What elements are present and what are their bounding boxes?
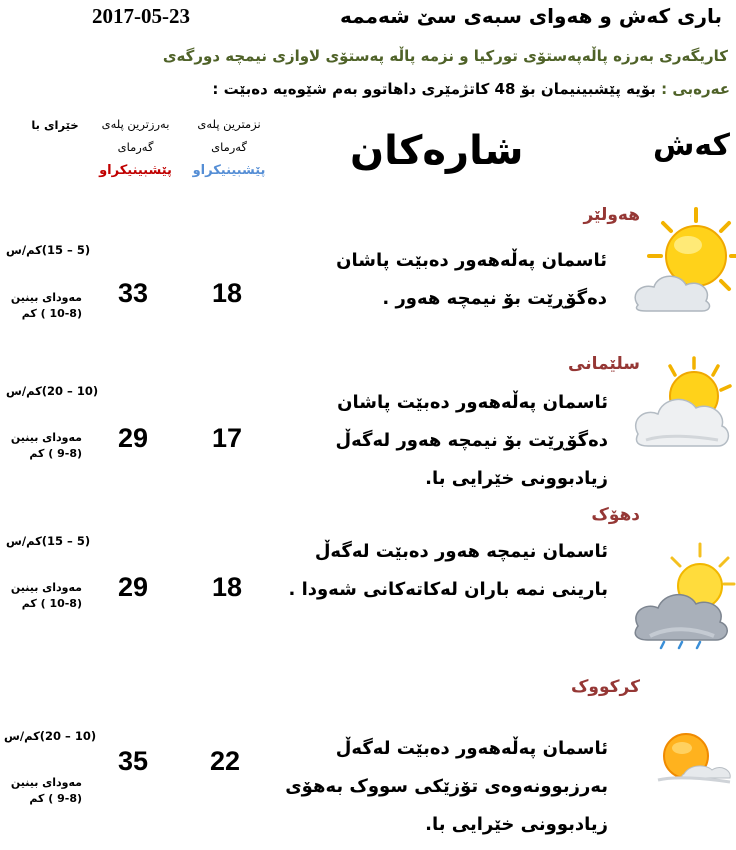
forecast-note-text: بۆیە پێشبینیمان بۆ 48 کاتژمێری داهاتوو بەم شێوەیە دەبێت : — [212, 80, 656, 98]
min-temp: 18 — [212, 572, 243, 602]
max-temp: 29 — [118, 572, 149, 602]
sun-behind-cloud-icon — [632, 205, 736, 313]
wind-speed: (5 – 15)کم/س — [6, 534, 91, 548]
max-temp: 35 — [118, 746, 149, 776]
visibility-value: (10-8 ) کم — [21, 307, 82, 320]
city-name: سلێمانی — [568, 354, 640, 374]
column-header-max-sub: پێشبینیکراو — [99, 163, 172, 178]
column-header-max-line2: گەرمای — [117, 140, 154, 154]
visibility-value: (9-8 ) کم — [29, 447, 82, 460]
sun-with-haze-icon — [654, 728, 734, 788]
visibility-label: مەودای بینین — [10, 431, 82, 444]
visibility-value: (10-8 ) کم — [21, 597, 82, 610]
visibility-label: مەودای بینین — [10, 776, 82, 789]
city-name: دهۆک — [591, 505, 640, 525]
sun-behind-cloud-icon — [630, 540, 736, 650]
max-temp: 33 — [118, 278, 149, 308]
forecast-note — [212, 80, 730, 98]
column-header-max-line1: بەرزترین پلەی — [101, 117, 170, 131]
column-header-cities: شارەکان — [350, 128, 524, 174]
weather-factors: کاریگەری بەرزە پاڵەپەستۆی تورکیا و نزمە پاڵە پەستۆی لاوازی نیمچە دورگەی — [162, 47, 728, 65]
column-header-weather: کەش — [652, 128, 730, 163]
forecast-date: 2017-05-23 — [92, 4, 190, 28]
weather-description: ئاسمان نیمچە هەور دەبێت لەگەڵ بارینی نمە باران لەکاتەکانی شەودا . — [288, 541, 608, 600]
weather-description: ئاسمان پەڵەهەور دەبێت پاشان دەگۆڕێت بۆ نیمچە هەور . — [336, 250, 607, 309]
column-header-max-temp — [88, 113, 183, 182]
visibility — [4, 430, 82, 462]
visibility — [4, 775, 82, 807]
sun-behind-cloud-icon — [634, 354, 736, 454]
city-name: کرکووک — [571, 677, 640, 697]
visibility — [4, 290, 82, 322]
visibility-label: مەودای بینین — [10, 291, 82, 304]
page-title: باری کەش و هەوای سبەی سێ شەممە — [340, 4, 722, 28]
forecast-note-label: عەرەبی : — [661, 80, 730, 98]
column-header-min-line1: نزمترین پلەی — [197, 117, 261, 131]
min-temp: 22 — [210, 746, 241, 776]
visibility-label: مەودای بینین — [10, 581, 82, 594]
column-header-min-line2: گەرمای — [211, 140, 247, 154]
column-header-min-temp — [188, 113, 270, 182]
min-temp: 17 — [212, 423, 243, 453]
min-temp: 18 — [212, 278, 243, 308]
wind-speed: (10 – 20)کم/س — [6, 384, 99, 398]
column-header-min-sub: پێشبینیکراو — [192, 163, 266, 178]
weather-description: ئاسمان پەڵەهەور دەبێت پاشان دەگۆڕێت بۆ نیمچە هەور لەگەڵ زیادبوونی خێرایی با. — [335, 392, 608, 489]
weather-description: ئاسمان پەڵەهەور دەبێت لەگەڵ بەرزبوونەوەی تۆزێکی سووک بەهۆی زیادبوونی خێرایی با. — [285, 738, 608, 835]
city-name: هەولێر — [583, 205, 640, 225]
visibility-value: (9-8 ) کم — [29, 792, 82, 805]
max-temp: 29 — [118, 423, 149, 453]
wind-speed: (10 – 20)کم/س — [4, 729, 97, 743]
wind-speed: (5 – 15)کم/س — [6, 243, 91, 257]
column-header-wind: خێرای با — [31, 118, 79, 132]
visibility — [4, 580, 82, 612]
